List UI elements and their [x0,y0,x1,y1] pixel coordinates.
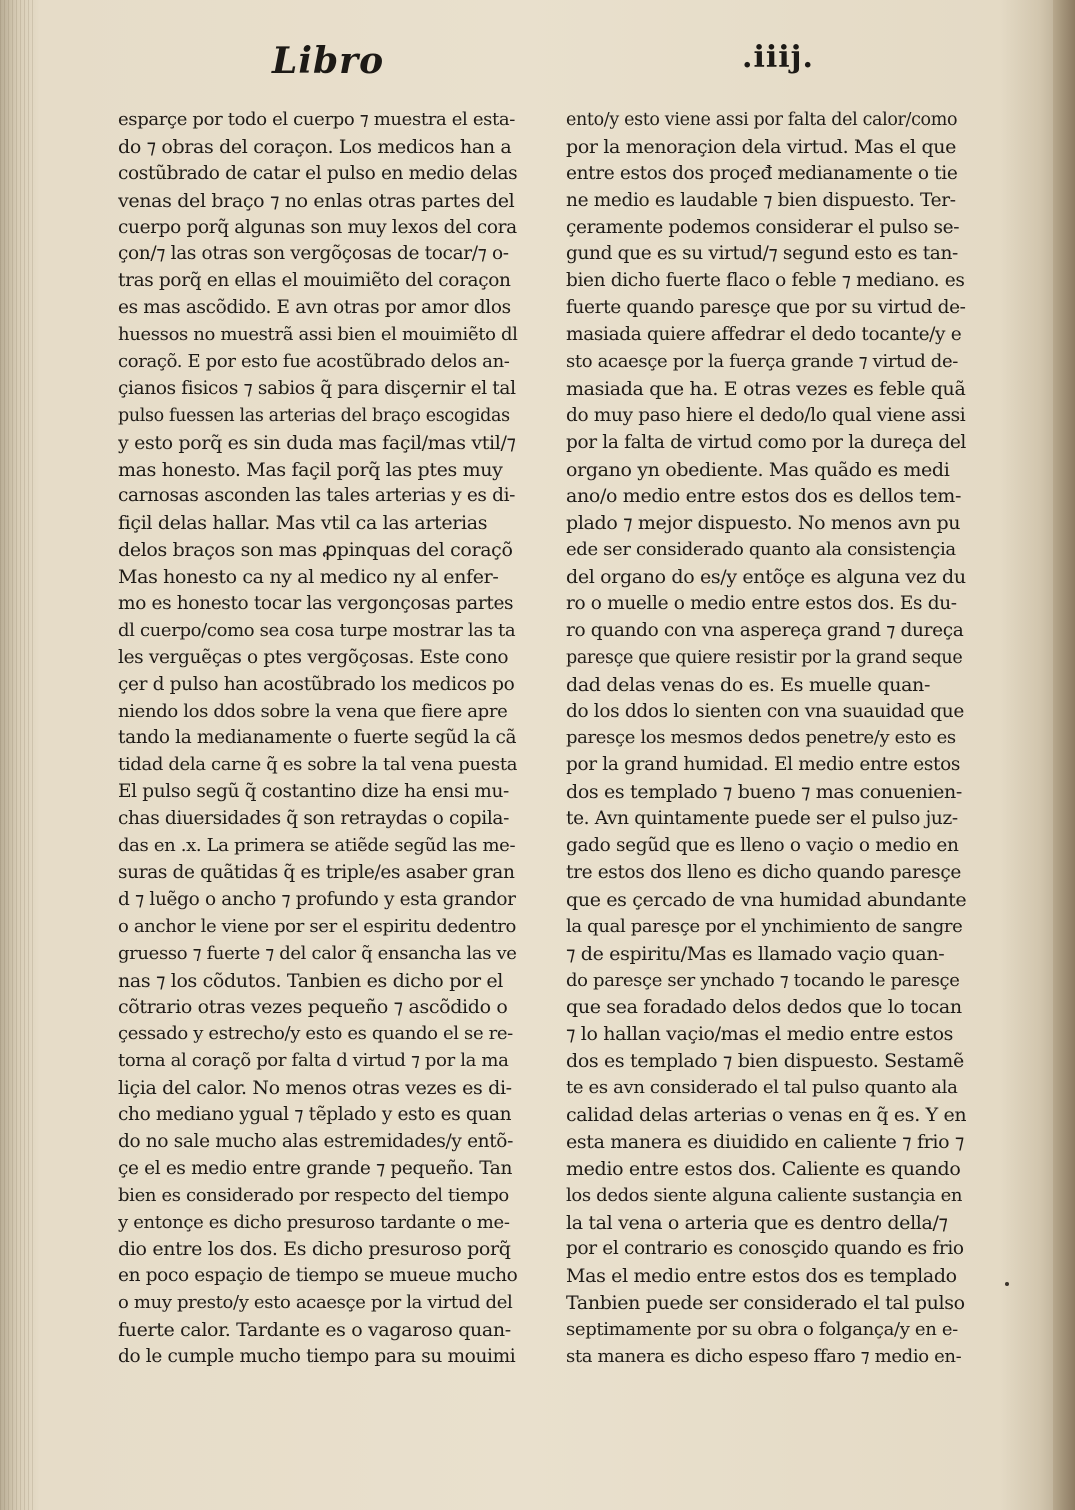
text-column-right [566,107,966,1371]
text-line: do paresçe ser ynchado ⁊ tocando le paresçe [566,969,960,991]
text-line: ede ser considerado quanto ala consistençia [566,539,956,561]
text-line: çer d pulso han acostũbrado los medicos po [118,673,515,695]
text-line: do los ddos lo sienten con vna suauidad que [566,700,964,722]
text-line: huessos no muestrã assi bien el mouimiẽto dl [118,324,518,346]
text-line: torna al coraçõ por falta d virtud ⁊ por la ma [118,1050,509,1072]
text-line: carnosas asconden las tales arterias y es di- [118,485,516,507]
text-line: masiada quiere affedrar el dedo tocante/y e [566,324,962,346]
text-line: que es çercado de vna humidad abundante [566,888,966,911]
text-line: sta manera es dicho espeso ffaro ⁊ medio en- [566,1345,962,1367]
text-line: pulso fuessen las arterias del braço escogidas [118,405,510,426]
text-line: ne medio es laudable ⁊ bien dispuesto. Ter- [566,189,956,211]
text-line: dos es templado ⁊ bien dispuesto. Sestamẽ [566,1050,964,1073]
text-line: El pulso segũ q̃ costantino dize ha ensi mu- [118,781,509,803]
text-line: plado ⁊ mejor dispuesto. No menos avn pu [566,512,961,535]
text-line: por la grand humidad. El medio entre estos [566,754,960,776]
text-line: paresçe los mesmos dedos penetre/y esto es [566,727,956,749]
text-line: do no sale mucho alas estremidades/y entõ- [118,1130,514,1152]
text-line: por la menoraçion dela virtud. Mas el que [566,135,957,158]
text-line: delos braços son mas ꝓpinquas del coraçõ [118,539,513,562]
text-line: gund que es su virtud/⁊ segund esto es tan- [566,243,958,265]
text-line: çianos fisicos ⁊ sabios q̃ para disçernir el tal [118,377,516,399]
text-line: ⁊ lo hallan vaçio/mas el medio entre estos [566,1023,954,1046]
text-line: costũbrado de catar el pulso en medio delas [118,162,518,184]
text-line: fiçil delas hallar. Mas vtil ca las arterias [118,512,488,535]
text-line: tre estos dos lleno es dicho quando paresçe [566,861,961,883]
text-line: septimamente por su obra o folgança/y en e- [566,1319,958,1341]
text-line: do ⁊ obras del coraçon. Los medicos han a [118,135,512,158]
text-line: gruesso ⁊ fuerte ⁊ del calor q̃ ensancha las ve [118,942,517,964]
text-line: tando la medianamente o fuerte segũd la cã [118,727,517,749]
text-line: que sea foradado delos dedos que lo tocan [566,996,962,1019]
text-line: venas del braço ⁊ no enlas otras partes del [118,189,515,212]
text-line: ⁊ de espiritu/Mas es llamado vaçio quan- [566,942,945,965]
text-line: niendo los ddos sobre la vena que fiere apre [118,700,508,722]
text-line: tidad dela carne q̃ es sobre la tal vena puesta [118,754,518,776]
text-line: nas ⁊ los cõdutos. Tanbien es dicho por el [118,969,504,992]
text-line: dl cuerpo/como sea cosa turpe mostrar las ta [118,619,516,641]
text-line: esparçe por todo el cuerpo ⁊ muestra el esta- [118,109,516,130]
text-line: ro quando con vna aspereça grand ⁊ dureça [566,619,964,641]
running-head-left: Libro [272,40,385,82]
text-line: masiada que ha. E otras vezes es feble quã [566,377,966,400]
text-line: fuerte calor. Tardante es o vagaroso quan- [118,1319,511,1342]
text-line: paresçe que quiere resistir por la grand seque [566,647,963,668]
text-line: ano/o medio entre estos dos es dellos tem- [566,485,962,508]
text-line: te es avn considerado el tal pulso quanto ala [566,1077,958,1099]
text-line: por el contrario es conosçido quando es frio [566,1238,964,1260]
text-line: y esto porq̃ es sin duda mas façil/mas vtil/⁊ [118,431,516,454]
text-line: es mas ascõdido. E avn otras por amor dlos [118,297,511,319]
text-line: dad delas venas do es. Es muelle quan- [566,673,931,696]
text-line: les verguẽças o ptes vergõçosas. Este cono [118,646,509,668]
text-line: la tal vena o arteria que es dentro della/⁊ [566,1211,948,1234]
text-line: das en .x. La primera se atiẽde segũd las me- [118,835,516,857]
text-line: çeramente podemos considerar el pulso se- [566,216,960,238]
text-line: çessado y estrecho/y esto es quando el se re- [118,1023,513,1045]
text-line: dos es templado ⁊ bueno ⁊ mas conuenien- [566,781,963,804]
text-line: Tanbien puede ser considerado el tal pulso [566,1292,965,1315]
text-line: bien es considerado por respecto del tiempo [118,1184,509,1206]
text-line: la qual paresçe por el ynchimiento de sangre [566,915,963,937]
text-line: chas diuersidades q̃ son retraydas o copila- [118,808,509,830]
binding-strip [1053,0,1075,1510]
text-line: o muy presto/y esto acaesçe por la virtud del [118,1292,513,1314]
ink-speck [1005,1282,1009,1286]
text-line: cho mediano ygual ⁊ tẽplado y esto es quan [118,1103,512,1125]
text-line: d ⁊ luẽgo o ancho ⁊ profundo y esta grandor [118,888,516,910]
text-line: los dedos siente alguna caliente sustançia en [566,1184,963,1206]
text-column-left [118,107,518,1371]
text-line: mas honesto. Mas façil porq̃ las ptes muy [118,458,503,481]
running-head-right: .iiij. [742,40,814,75]
text-line: por la falta de virtud como por la dureça del [566,431,966,453]
text-line: cõtrario otras vezes pequeño ⁊ ascõdido o [118,996,508,1019]
text-line: ro o muelle o medio entre estos dos. Es du- [566,593,957,615]
page-edge-shading [0,0,34,1510]
text-line: çe el es medio entre grande ⁊ pequeño. Tan [118,1157,513,1179]
text-line: organo yn obediente. Mas quãdo es medi [566,458,950,481]
text-line: te. Avn quintamente puede ser el pulso juz- [566,808,958,830]
text-line: coraçõ. E por esto fue acostũbrado delos an- [118,351,510,373]
text-line: del organo do es/y entõçe es alguna vez du [566,566,966,589]
text-line: cuerpo porq̃ algunas son muy lexos del cora [118,216,517,238]
text-line: medio entre estos dos. Caliente es quando [566,1157,961,1180]
text-line: esta manera es diuidido en caliente ⁊ frio ⁊ [566,1130,964,1153]
text-line: sto acaesçe por la fuerça grande ⁊ virtud de- [566,351,958,373]
text-line: bien dicho fuerte flaco o feble ⁊ mediano. es [566,270,965,292]
text-line: suras de quãtidas q̃ es triple/es asaber gran [118,861,515,883]
text-line: do le cumple mucho tiempo para su mouimi [118,1345,516,1367]
text-line: entre estos dos proçeđ medianamente o tie [566,162,958,184]
text-line: gado segũd que es lleno o vaçio o medio en [566,835,959,857]
text-line: ento/y esto viene assi por falta del calor/como [566,110,958,130]
text-line: mo es honesto tocar las vergonçosas partes [118,593,514,615]
text-line: Mas honesto ca ny al medico ny al enfer- [118,566,499,589]
text-line: y entonçe es dicho presuroso tardante o me- [118,1211,510,1233]
text-line: çon/⁊ las otras son vergõçosas de tocar/⁊ o- [118,243,509,265]
text-line: Mas el medio entre estos dos es templado [566,1265,957,1288]
text-line: do muy paso hiere el dedo/lo qual viene assi [566,404,966,426]
text-line: o anchor le viene por ser el espiritu dedentro [118,915,517,937]
text-line: tras porq̃ en ellas el mouimiẽto del coraçon [118,270,511,292]
text-line: fuerte quando paresçe que por su virtud de- [566,297,966,319]
text-line: en poco espaçio de tiempo se mueue mucho [118,1265,518,1287]
text-line: dio entre los dos. Es dicho presuroso porq̃ [118,1238,511,1261]
text-line: liçia del calor. No menos otras vezes es di- [118,1077,512,1100]
text-line: calidad delas arterias o venas en q̃ es. Y en [566,1103,966,1126]
